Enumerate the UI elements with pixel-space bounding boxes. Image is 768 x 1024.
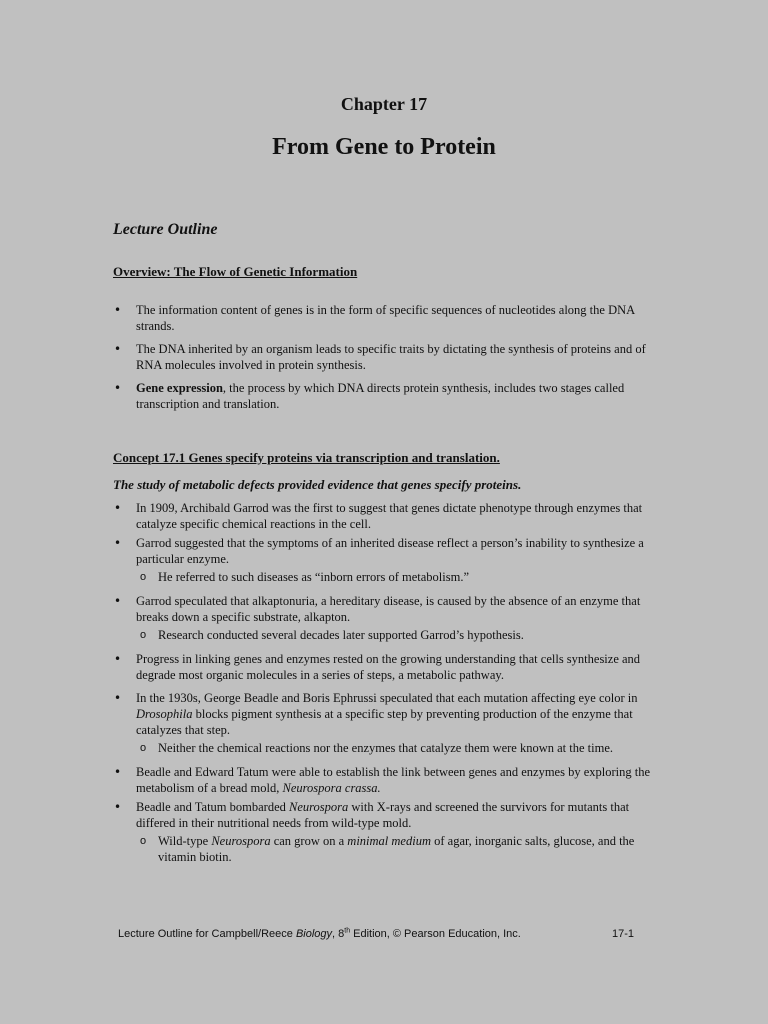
chapter-number: Chapter 17 [340,94,428,114]
bullet-text: with X-rays and screened the survivors for mutants that differed in their nutritional needs from wild-type mold. [136,800,630,830]
lecture-outline-heading: Lecture Outline [113,221,218,238]
concept-bullet [113,799,658,831]
overview-bullet [113,341,658,373]
footer-citation [118,928,521,940]
sub-bullet-text: of agar, inorganic salts, glucose, and the vitamin biotin. [158,834,635,864]
footer-book-title: Biology [295,928,333,940]
page-number: 17-1 [611,928,634,940]
concept-sub-bullet [113,627,658,643]
term-neurospora: Neurospora [289,800,349,814]
footer-text: , 8 [332,928,345,940]
concept-sub-bullet [113,569,658,585]
bullet-text: Garrod speculated that alkaptonuria, a hereditary disease, is caused by the absence of an enzyme that breaks down a specific substrate, alkapton. [136,594,641,624]
term-drosophila: Drosophila [136,707,193,721]
bullet-text: The DNA inherited by an organism leads to specific traits by dictating the synthesis of proteins and of RNA molecules involved in protein synthesis. [136,342,646,372]
sub-bullet-text: He referred to such diseases as “inborn errors of metabolism.” [158,570,469,584]
concept-bullet [113,690,658,738]
bullet-text: Garrod suggested that the symptoms of an inherited disease reflect a person’s inability to synthesize a particular enzyme. [136,536,644,566]
bullet-text: blocks pigment synthesis at a specific step by preventing production of the enzyme that catalyzes that step. [136,707,633,737]
term-neurospora: Neurospora [211,834,271,848]
term-gene-expression: Gene expression [136,381,223,395]
bullet-text: In 1909, Archibald Garrod was the first to suggest that genes dictate phenotype through enzymes that catalyze specific chemical reactions in the cell. [136,501,643,531]
sub-bullet-text: Research conducted several decades later supported Garrod’s hypothesis. [158,628,524,642]
bullet-text: Beadle and Edward Tatum were able to establish the link between genes and enzymes by exploring the metabolism of a bread mold, [136,765,651,795]
footer-text: Lecture Outline for Campbell/Reece [118,928,296,940]
overview-heading: Overview: The Flow of Genetic Information [113,264,358,279]
overview-bullet-list [113,302,658,412]
term-minimal-medium: minimal medium [347,834,431,848]
concept-bullet [113,764,658,796]
overview-bullet [113,380,658,412]
concept-bullet [113,651,658,683]
concept-sub-bullet [113,833,658,865]
footer-superscript: th [344,927,351,935]
concept-sub-bullet [113,740,658,756]
concept-bullet-list [113,500,658,865]
sub-bullet-text: can grow on a [270,834,348,848]
concept-bullet [113,500,658,532]
bullet-text: , the process by which DNA directs protein synthesis, includes two stages called transcription and translation. [136,381,625,411]
overview-bullet [113,302,658,334]
bullet-text: Beadle and Tatum bombarded [136,800,290,814]
bullet-text: In the 1930s, George Beadle and Boris Ephrussi speculated that each mutation affecting eye color in [136,691,638,705]
bullet-text: Progress in linking genes and enzymes rested on the growing understanding that cells synthesize and degrade most organic molecules in a series of steps, a metabolic pathway. [136,652,641,682]
concept-subheading: The study of metabolic defects provided evidence that genes specify proteins. [113,477,522,492]
chapter-title: From Gene to Protein [272,134,496,160]
concept-heading: Concept 17.1 Genes specify proteins via transcription and translation. [113,450,500,465]
footer-text: Edition, © Pearson Education, Inc. [350,928,521,940]
bullet-text: The information content of genes is in the form of specific sequences of nucleotides along the DNA strands. [136,303,635,333]
term-neurospora-crassa: Neurospora crassa. [282,781,381,795]
concept-bullet [113,535,658,567]
concept-bullet [113,593,658,625]
sub-bullet-text: Wild-type [158,834,212,848]
sub-bullet-text: Neither the chemical reactions nor the enzymes that catalyze them were known at the time. [158,741,614,755]
